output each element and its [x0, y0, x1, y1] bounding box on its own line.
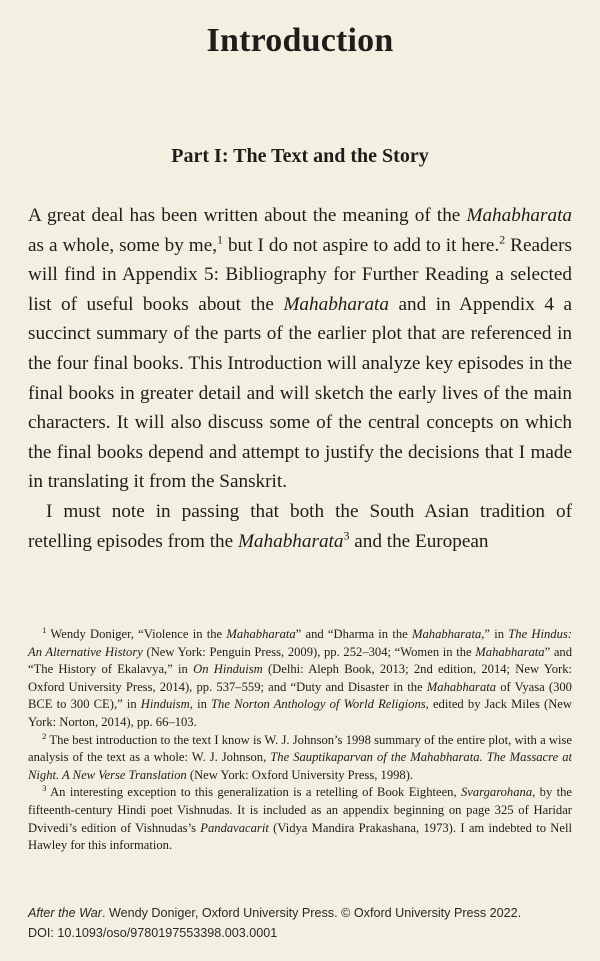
- citation-footer: [28, 903, 588, 943]
- footnote-number: 2: [42, 730, 47, 741]
- body-text: [28, 201, 572, 556]
- footnote-ref-1[interactable]: 1: [217, 232, 223, 247]
- footnote-number: 3: [42, 783, 47, 794]
- footnote-2: $^2$ The best introduction to the text I know is W. J. Johnson’s 1998 summary of the entire plot, with a wise analysis of the text as a whole: W. J. Johnson, The Sauptikaparvan of the Mahabharata. The Massacre at Night. A New Verse Translation (New York: Oxford University Press, 1998).: [28, 730, 572, 782]
- paragraph-2: I must note in passing that both the South Asian tradition of retelling episodes from the Mahabharata$^3$ and the European: [28, 500, 572, 552]
- footnotes: [28, 626, 572, 855]
- part-heading: Part I: The Text and the Story: [171, 145, 429, 167]
- citation-line: After the War. Wendy Doniger, Oxford University Press. © Oxford University Press 2022.: [28, 906, 522, 920]
- footnote-ref-3[interactable]: 3: [343, 528, 350, 543]
- book-title: After the War: [28, 906, 102, 920]
- footnote-ref-2[interactable]: 2: [499, 232, 506, 247]
- doi-line[interactable]: DOI: 10.1093/oso/9780197553398.003.0001: [28, 926, 278, 940]
- paragraph-1: A great deal has been written about the meaning of the Mahabharata as a whole, some by me,$^1$ but I do not aspire to add to it here.$^2$ Readers will find in Appendix 5: Bibliography for Further Reading a selected list of useful books about the Mahabharata and in Appendix 4 a succinct summary of the parts of the earlier plot that are referenced in the four final books. This Introduction will analyze key episodes in the final books in greater detail and will sketch the early lives of the main characters. It will also discuss some of the central concepts on which the final books depend and attempt to justify the decisions that I made in translating it from the Sanskrit.: [28, 205, 572, 493]
- footnote-number: 1: [42, 624, 47, 635]
- chapter-title: Introduction: [206, 22, 394, 59]
- footnote-3: $^3$ An interesting exception to this generalization is a retelling of Book Eighteen, Svargarohana, by the fifteenth-century Hindi poet Vishnudas. It is included as an appendix beginning on page 325 of Haridar Dvivedi’s edition of Vishnudas’s Pandavacarit (Vidya Mandira Prakashana, 1973). I am indebted to Nell Hawley for this information.: [28, 783, 572, 853]
- footnote-1: $^1$ Wendy Doniger, “Violence in the Mahabharata” and “Dharma in the Mahabharata,” in The Hindus: An Alternative History (New York: Penguin Press, 2009), pp. 252–304; “Women in the Mahabharata” and “The History of Ekalavya,” in On Hinduism (Delhi: Aleph Book, 2013; 2nd edition, 2014; New York: Oxford University Press, 2014), pp. 537–559; and “Duty and Disaster in the Mahabharata of Vyasa (300 BCE to 300 CE),” in Hinduism, in The Norton Anthology of World Religions, edited by Jack Miles (New York: Norton, 2014), pp. 66–103.: [28, 624, 573, 729]
